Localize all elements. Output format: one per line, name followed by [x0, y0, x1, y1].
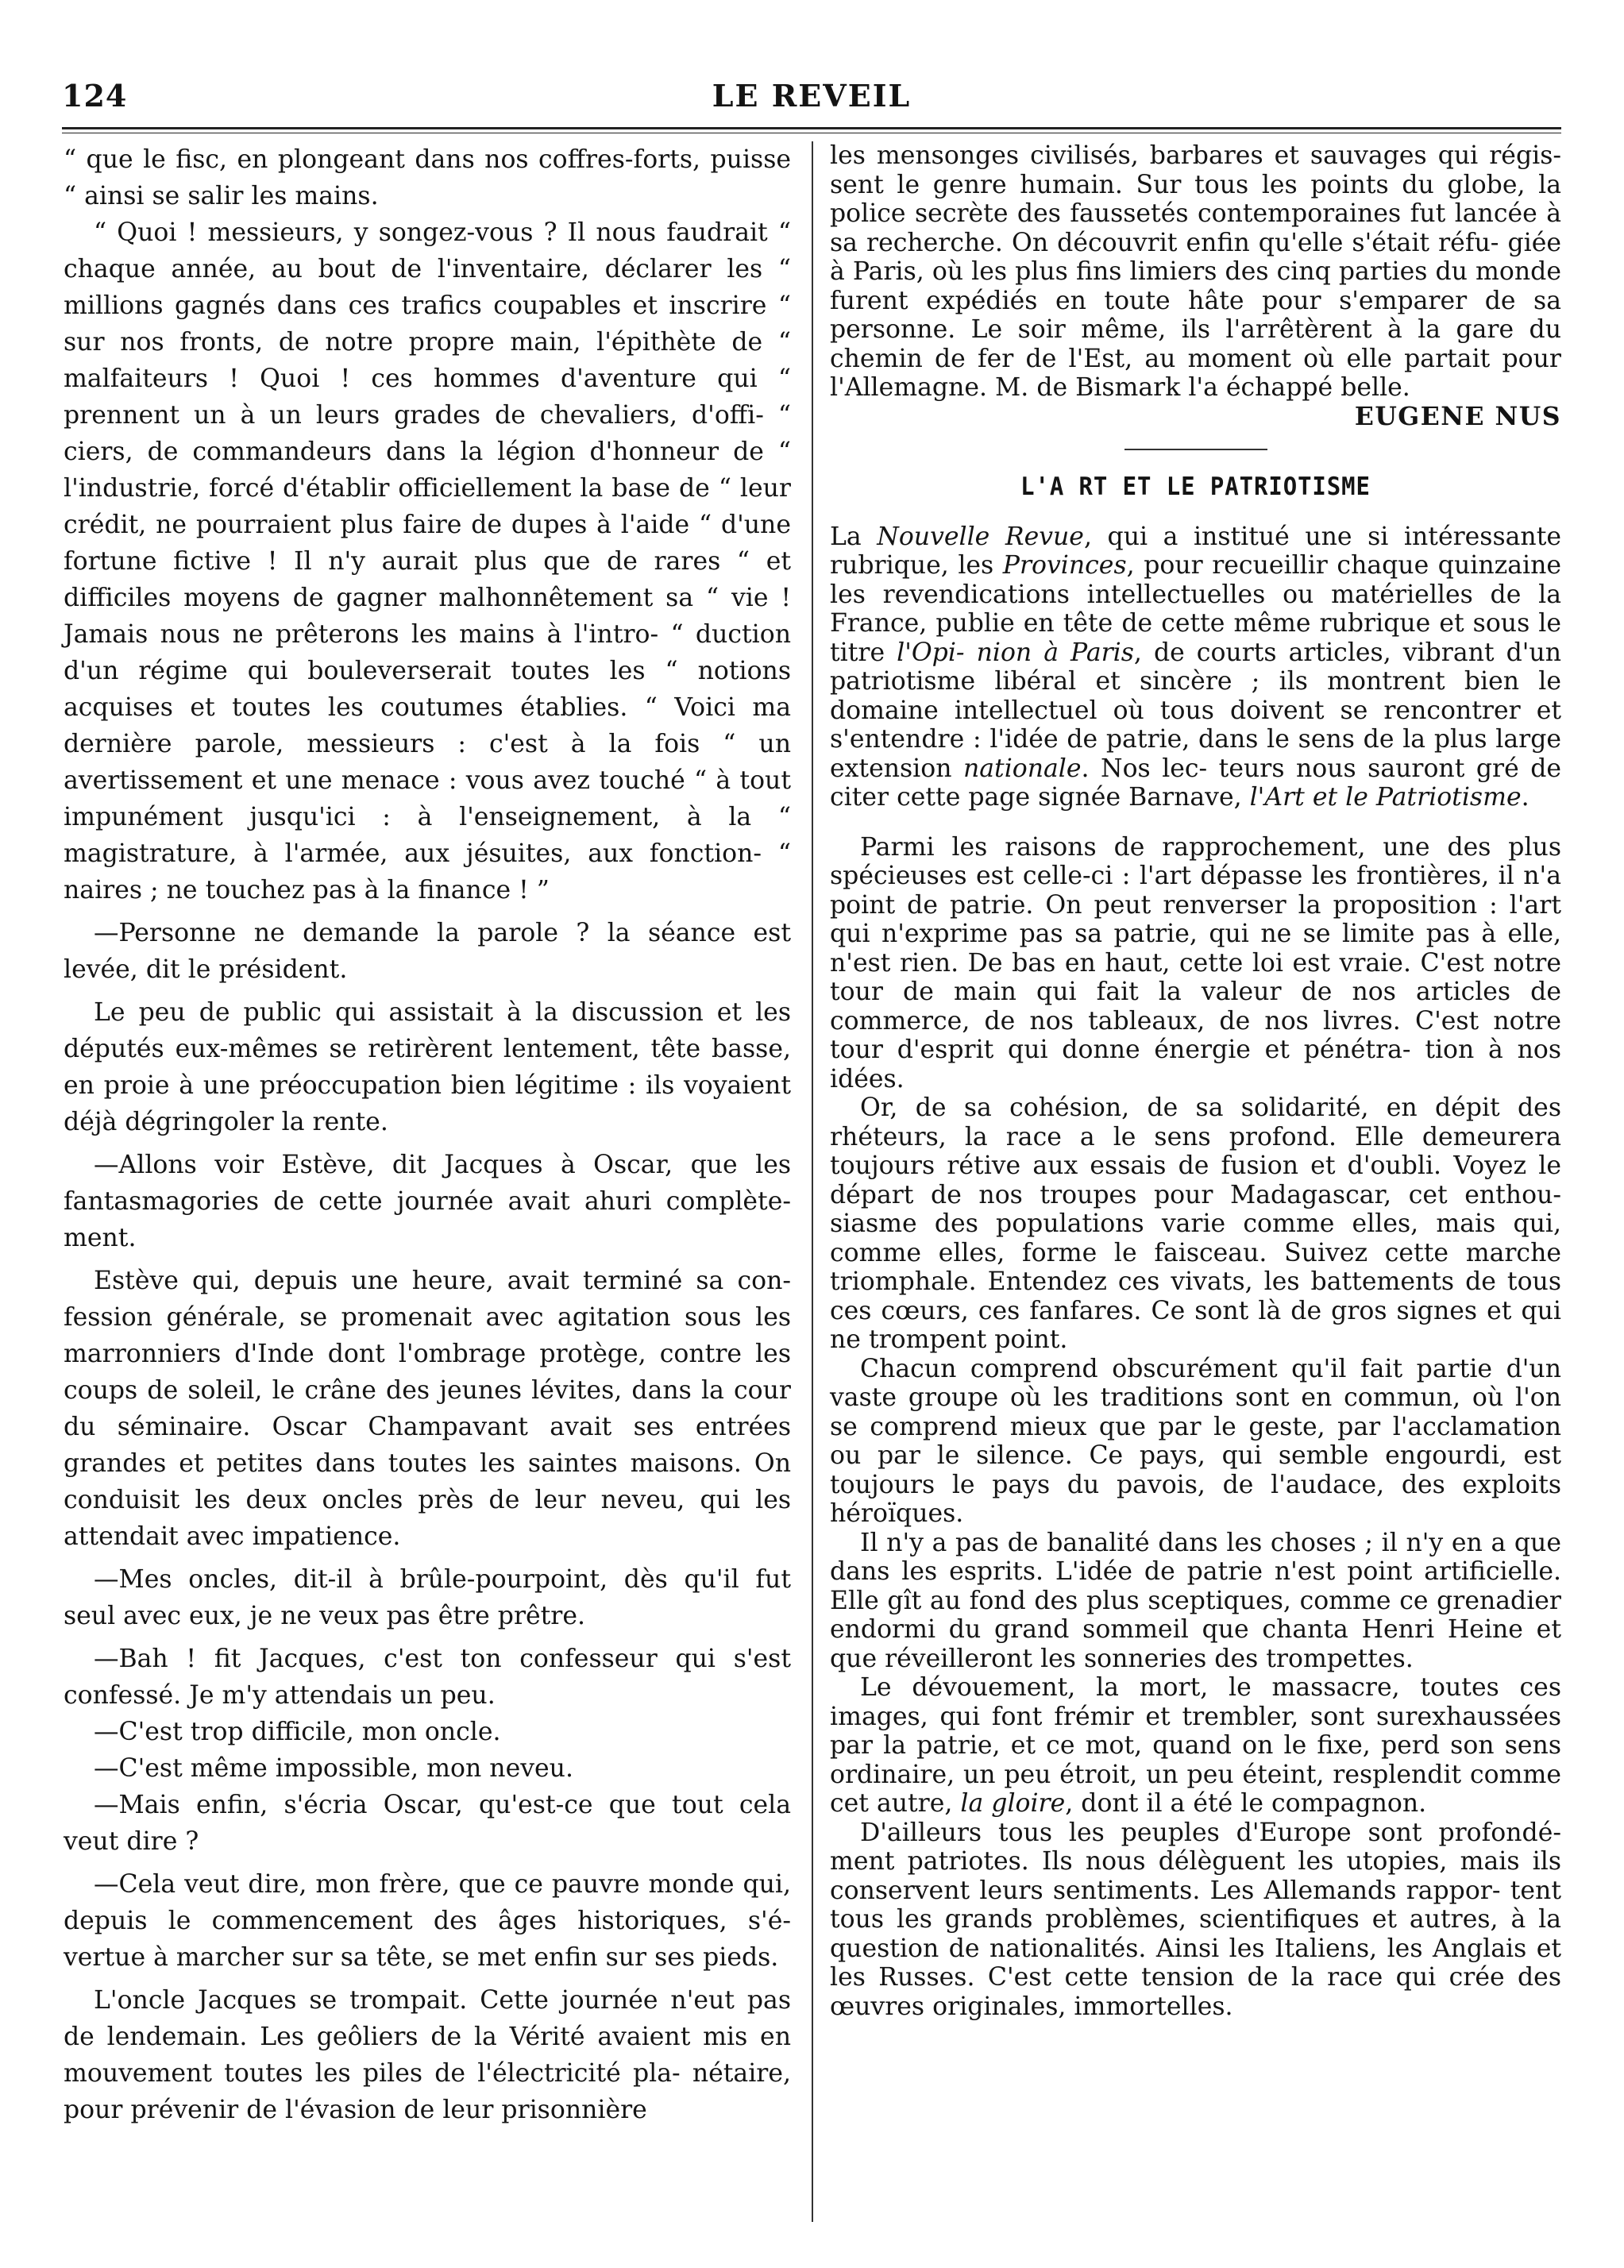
- paragraph: Le dévouement, la mort, le massacre, toutes ces images, qui font frémir et trembler, sont surexhaussées par la patrie, et ce mot, quand on le fixe, perd son sens ordinaire, un peu étroit, un peu éteint, resplendit comme cet autre, la gloire, dont il a été le compagnon.: [830, 1673, 1561, 1818]
- column-divider: [812, 141, 813, 2222]
- paragraph: les mensonges civilisés, barbares et sauvages qui régis- sent le genre humain. Sur tous les points du globe, la police secrète des faussetés contemporaines fut lancée à sa recherche. On découvrit enfin qu'elle s'était réfu- giée à Paris, où les plus fins limiers des cinq parties du monde furent expédiés en toute hâte pour s'emparer de sa personne. Le soir même, ils l'arrêtèrent à la gare du chemin de fer de l'Est, au moment où elle partait pour l'Allemagne. M. de Bismark l'a échappé belle.: [830, 141, 1561, 402]
- paragraph: —C'est trop difficile, mon oncle.: [94, 1718, 501, 1746]
- page-number: 124: [62, 78, 128, 114]
- paragraph: “ que le fisc, en plongeant dans nos coffres-forts, puisse “ ainsi se salir les mains.: [64, 145, 791, 210]
- paragraph: —Mes oncles, dit-il à brûle-pourpoint, dès qu'il fut seul avec eux, je ne veux pas être prêtre.: [64, 1565, 791, 1630]
- paragraph: —Personne ne demande la parole ? la séance est levée, dit le président.: [64, 919, 791, 984]
- journal-title: LE REVEIL: [712, 78, 912, 114]
- paragraph: —C'est même impossible, mon neveu.: [94, 1754, 573, 1783]
- left-column: [64, 141, 791, 2128]
- article-intro: La Nouvelle Revue, qui a institué une si intéressante rubrique, les Provinces, pour recueillir chaque quinzaine les revendications intellectuelles ou matérielles de la France, publie en tête de cette même rubrique et sous le titre l'Opi- nion à Paris, de courts articles, vibrant d'un patriotisme libéral et sincère ; ils montrent bien le domaine intellectuel où tous doivent se rencontrer et s'entendre : l'idée de patrie, dans le sens de la plus large extension nationale. Nos lec- teurs nous sauront gré de citer cette page signée Barnave, l'Art et le Patriotisme.: [830, 522, 1561, 812]
- paragraph: Estève qui, depuis une heure, avait terminé sa con- fession générale, se promenait avec agitation sous les marronniers d'Inde dont l'ombrage protège, contre les coups de soleil, le crâne des jeunes lévites, dans la cour du séminaire. Oscar Champavant avait ses entrées grandes et petites dans toutes les saintes maisons. On conduisit les deux oncles près de leur neveu, qui les attendait avec impatience.: [64, 1267, 791, 1551]
- paragraph: —Mais enfin, s'écria Oscar, qu'est-ce que tout cela veut dire ?: [64, 1791, 791, 1856]
- paragraph: —Allons voir Estève, dit Jacques à Oscar, que les fantasmagories de cette journée avait ahuri complète- ment.: [64, 1151, 791, 1252]
- paragraph: Or, de sa cohésion, de sa solidarité, en dépit des rhéteurs, la race a le sens profond. Elle demeurera toujours rétive aux essais de fusion et d'oubli. Voyez le départ de nos troupes pour Madagascar, cet enthou- siasme des populations varie comme elles, mais qui, comme elles, forme le faisceau. Suivez cette marche triomphale. Entendez ces vivats, les battements de tous ces cœurs, ces fanfares. Ce sont là de gros signes et qui ne trompent point.: [830, 1094, 1561, 1354]
- header-rule: [62, 127, 1561, 129]
- paragraph: Le peu de public qui assistait à la discussion et les députés eux-mêmes se retirèrent lentement, tête basse, en proie à une préoccupation bien légitime : ils voyaient déjà dégringoler la rente.: [64, 998, 791, 1136]
- paragraph: Chacun comprend obscurément qu'il fait partie d'un vaste groupe où les traditions sont en commun, où l'on se comprend mieux que par le geste, par l'acclamation ou par le silence. Ce pays, qui semble engourdi, est toujours le pays du pavois, de l'audace, des exploits héroïques.: [830, 1354, 1561, 1528]
- paragraph: L'oncle Jacques se trompait. Cette journée n'eut pas de lendemain. Les geôliers de la Vérité avaient mis en mouvement toutes les piles de l'électricité pla- nétaire, pour prévenir de l'évasion de leur prisonnière: [64, 1986, 791, 2124]
- section-rule: [1124, 449, 1267, 450]
- paragraph: Parmi les raisons de rapprochement, une des plus spécieuses est celle-ci : l'art dépasse les frontières, il n'a point de patrie. On peut renverser la proposition : l'art qui n'exprime pas sa patrie, qui ne se limite pas à elle, n'est rien. De bas en haut, cette loi est vraie. C'est notre tour de main qui fait la valeur de nos articles de commerce, de nos tableaux, de nos livres. C'est notre tour d'esprit qui donne énergie et pénétra- tion à nos idées.: [830, 832, 1561, 1094]
- page-header: [62, 78, 1561, 119]
- paragraph: Il n'y a pas de banalité dans les choses ; il n'y en a que dans les esprits. L'idée de patrie n'est point artificielle. Elle gît au fond des plus sceptiques, comme ce grenadier endormi du grand sommeil que chanta Henri Heine et que réveilleront les sonneries des trompettes.: [830, 1528, 1561, 1673]
- author-signature: EUGENE NUS: [1354, 401, 1561, 431]
- article-title: L'A RT ET LE PATRIOTISME: [1020, 472, 1371, 501]
- paragraph: “ Quoi ! messieurs, y songez-vous ? Il nous faudrait “ chaque année, au bout de l'inventaire, déclarer les “ millions gagnés dans ces trafics coupables et inscrire “ sur nos fronts, de notre propre main, l'épithète de “ malfaiteurs ! Quoi ! ces hommes d'aventure qui “ prennent un à un leurs grades de chevaliers, d'offi- “ ciers, de commandeurs dans la légion d'honneur de “ l'industrie, forcé d'établir officiellement la base de “ leur crédit, ne pourraient plus faire de dupes à l'aide “ d'une fortune fictive ! Il n'y aurait plus que de rares “ et difficiles moyens de gagner malhonnêtement sa “ vie ! Jamais nous ne prêterons les mains à l'intro- “ duction d'un régime qui bouleverserait toutes les “ notions acquises et toutes les coutumes établies. “ Voici ma dernière parole, messieurs : c'est à la fois “ un avertissement et une menace : vous avez touché “ à tout impunément jusqu'ici : à l'enseignement, à la “ magistrature, à l'armée, aux jésuites, aux fonction- “ naires ; ne touchez pas à la finance ! ”: [64, 218, 791, 904]
- paragraph: —Cela veut dire, mon frère, que ce pauvre monde qui, depuis le commencement des âges historiques, s'é- vertue à marcher sur sa tête, se met enfin sur ses pieds.: [64, 1870, 791, 1972]
- paragraph: —Bah ! fit Jacques, c'est ton confesseur qui s'est confessé. Je m'y attendais un peu.: [64, 1645, 791, 1710]
- right-column: [830, 141, 1561, 2021]
- paragraph: D'ailleurs tous les peuples d'Europe sont profondé- ment patriotes. Ils nous délèguent les utopies, mais ils conservent leurs sentiments. Les Allemands rappor- tent tous les grands problèmes, scientifiques et autres, à la question de nationalités. Ainsi les Italiens, les Anglais et les Russes. C'est cette tension de la race qui crée des œuvres originales, immortelles.: [830, 1818, 1561, 2021]
